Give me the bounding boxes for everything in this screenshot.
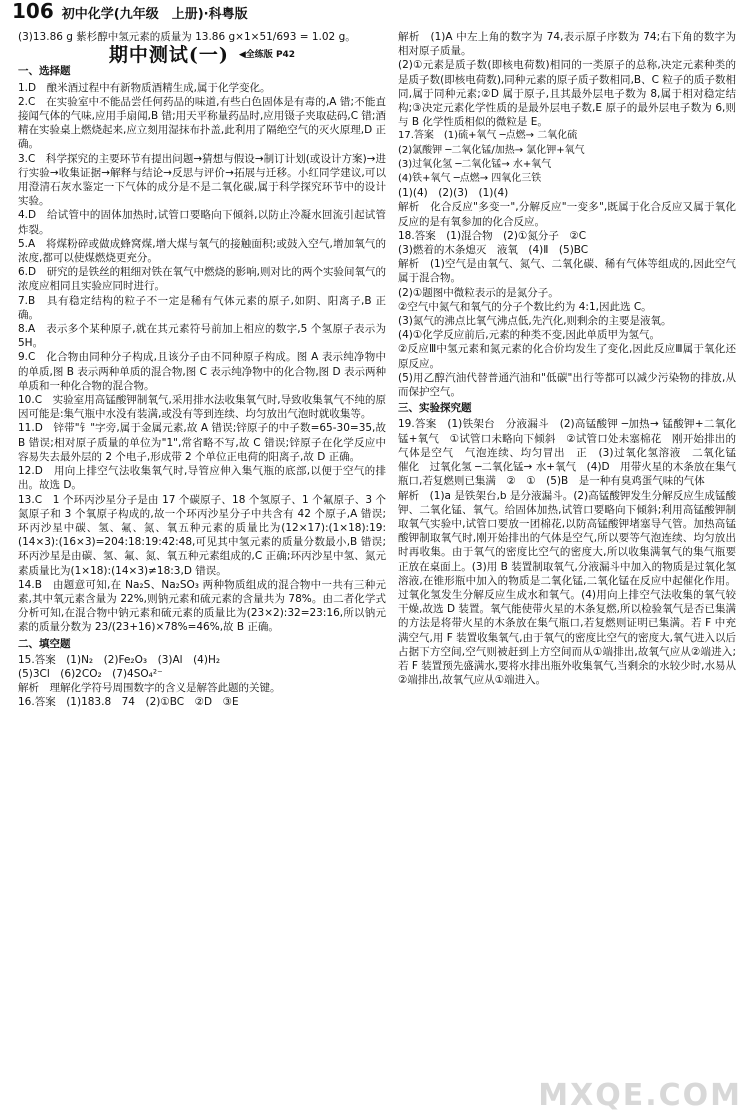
answer-5: 5.A 将煤粉碎或做成蜂窝煤,增大煤与氧气的接触面积;或鼓入空气,增加氧气的浓度,都可以使煤燃烧更充分。 <box>18 237 386 265</box>
answer-3: 3.C 科学探究的主要环节有提出问题→猜想与假设→制订计划(或设计方案)→进行实验→收集证据→解释与结论→反思与评价→拓展与迁移。小红同学建议,可以用澄清石灰水鉴定一下气体的成分是不是二氧化碳,属于科学探究环节中的设计实验。 <box>18 152 386 208</box>
answer-17: 17.答案 (1)硫+氧气 ─点燃→ 二氧化硫 <box>398 130 578 142</box>
page-number: 106 <box>12 0 54 23</box>
title-note: ◀全练版 P42 <box>238 50 296 61</box>
answer-10: 10.C 实验室用高锰酸钾制氧气,采用排水法收集氧气时,导致收集氧气不纯的原因可能是:集气瓶中水没有装满,或没有等到连续、均匀放出气泡时就收集等。 <box>18 394 386 421</box>
answer-2: 2.C 在实验室中不能品尝任何药品的味道,有些白色固体是有毒的,A 错;不能直接闻气体的气味,应用手扇闻,B 错;用天平称量药品时,应用镊子夹取砝码,C 错;酒精在实验桌上燃烧起来,应立刻用湿抹布扑盖,此利用了隔绝空气的灭火原理,D 正确。 <box>18 95 386 151</box>
analysis-18-5: (4)①化学反应前后,元素的种类不变,因此单质甲为氢气。 <box>398 329 660 342</box>
answer-17-4: (4)铁+氧气 ─点燃→ 四氧化三铁 <box>398 173 542 185</box>
analysis-18: 解析 (1)空气是由氧气、氮气、二氧化碳、稀有气体等组成的,因此空气属于混合物。 <box>398 258 736 285</box>
analysis-16: 解析 (1)A 中左上角的数字为 74,表示原子序数为 74;右下角的数字为相对原子质量。 <box>398 31 736 58</box>
answer-14: 14.B 由题意可知,在 Na₂S、Na₂SO₃ 两种物质组成的混合物中一共有三种元素,其中氧元素含量为 22%,则钠元素和硫元素的含量共为 78%。由二者化学式分析可知,在混合物中钠元素和硫元素的质量比为(23×2):32=23:16,所以钠元素的质量分数为 23/(23+16)×78%=46%,故 B 正确。 <box>18 578 386 634</box>
book-title: 初中化学(九年级 上册)·科粤版 <box>61 7 248 22</box>
answer-12: 12.D 用向上排空气法收集氧气时,导管应伸入集气瓶的底部,以便于空气的排出。故选 D。 <box>18 465 386 492</box>
answer-17-2: (2)氯酸钾 ─二氧化锰/加热→ 氯化钾+氧气 <box>398 144 585 156</box>
analysis-19: 解析 (1)a 是铁架台,b 是分液漏斗。(2)高锰酸钾发生分解反应生成锰酸钾、二氧化锰、氧气。给固体加热,试管口要略向下倾斜;利用高锰酸钾制取氧气实验中,试管口要放一团棉花,以防高锰酸钾堵塞导气管。加热高锰酸钾制取氧气时,刚开始排出的气体是空气,所以要等气泡连续、均匀放出时再收集。由于氧气的密度比空气的密度大,所以收集满氧气的集气瓶要正放在桌面上。(3)用 B 装置制取氧气,分液漏斗中加入的物质是过氧化氢溶液,在锥形瓶中加入的物质是二氧化锰,二氧化锰在反应中起催化作用。过氧化氢发生分解反应生成水和氧气。(4)用向上排空气法收集的氧气较干燥,故选 D 装置。氧气能使带火星的木条复燃,所以检验氧气是否已集满的方法是将带火星的木条放在集气瓶口,若复燃则证明已集满。若 F 中充满空气,用 F 装置收集氧气,由于氧气的密度比空气的密度大,氧气进入以后占据下方空间,空气则被赶到上方空间而从①端排出,故氧气应从②端进入;若 F 装置预先盛满水,要将水排出瓶外收集氧气,当剩余的水较少时,水易从②端排出,故氧气应从①端进入。 <box>398 489 736 687</box>
answer-17-3: (3)过氧化氢 ─二氧化锰→ 水+氧气 <box>398 158 552 170</box>
section-heading: 二、填空题 <box>18 637 71 650</box>
analysis-18-3: ②空气中氮气和氧气的分子个数比约为 4:1,因此选 C。 <box>398 300 652 313</box>
analysis-17: 解析 化合反应"多变一",分解反应"一变多",既属于化合反应又属于氧化反应的是有氧参加的化合反应。 <box>398 201 736 228</box>
analysis-18-4: (3)氮气的沸点比氧气沸点低,先汽化,则剩余的主要是液氧。 <box>398 315 672 328</box>
answer-8: 8.A 表示多个某种原子,就在其元素符号前加上相应的数字,5 个氢原子表示为 5H。 <box>18 323 386 350</box>
intro-text: (3)13.86 g 紫杉醇中氢元素的质量为 13.86 g×1×51/693 = 1.02 g。 <box>18 31 356 43</box>
answer-4: 4.D 给试管中的固体加热时,试管口要略向下倾斜,以防止冷凝水回流引起试管炸裂。 <box>18 209 386 236</box>
answer-19: 19.答案 (1)铁架台 分液漏斗 (2)高锰酸钾 ─加热→ 锰酸钾+二氧化锰+氧气 ①试管口未略向下倾斜 ②试管口处未塞棉花 刚开始排出的气体是空气 气泡连续、均匀冒出 正 (3)过氧化氢溶液 二氧化锰 催化 过氧化氢 ─二氧化锰→ 水+氧气 (4)D 用带火星的木条放在集气瓶口,若复燃则已集满 ② ① (5)B 是一种有臭鸡蛋气味的气体 <box>398 418 747 488</box>
left-column <box>18 30 386 710</box>
answer-13: 13.C 1 个环丙沙星分子是由 17 个碳原子、18 个氢原子、1 个氟原子、3 个氮原子和 3 个氧原子构成的,故一个环丙沙星分子中共含有 42 个原子,A 错误;环丙沙星中碳、氢、氟、氮、氧五种元素的质量比为(12×17):(1×18):19:(14×3):(16×3)=204:18:19:42:48,可见其中氢元素的质量分数最小,B 错误;环丙沙星是由碳、氢、氟、氮、氧五种元素组成的,C 正确;环丙沙星中氢、氮元素质量比为(1×18):(14×3)≠18:3,D 错误。 <box>18 493 386 577</box>
answer-18-2: (3)燃着的木条熄灭 液氧 (4)Ⅱ (5)BC <box>398 244 589 257</box>
answer-18: 18.答案 (1)混合物 (2)①氮分子 ②C <box>398 229 587 242</box>
test-title: 期中测试(一) <box>108 44 229 67</box>
page-header <box>12 0 248 26</box>
answer-17-5: (1)(4) (2)(3) (1)(4) <box>398 187 509 200</box>
analysis-16-cont: (2)①元素是质子数(即核电荷数)相同的一类原子的总称,决定元素种类的是质子数(即核电荷数),同种元素的原子质子数相同,B、C 粒子的质子数相同,属于同种元素;②D 属于原子,且其最外层电子数为 8,属于相对稳定结构;③决定元素化学性质的是最外层电子数,E 原子的最外层电子数为 6,则与 B 化学性质相似的微粒是 E。 <box>398 59 736 129</box>
answer-15: 15.答案 (1)N₂ (2)Fe₂O₃ (3)Al (4)H₂ <box>18 653 221 666</box>
answer-1: 1.D 酿米酒过程中有新物质酒精生成,属于化学变化。 <box>18 81 271 94</box>
analysis-15: 解析 理解化学符号周围数字的含义是解答此题的关键。 <box>18 682 281 695</box>
section-heading: 三、实验探究题 <box>398 402 472 415</box>
analysis-18-6: ②反应Ⅲ中氢元素和氮元素的化合价均发生了变化,因此反应Ⅲ属于氧化还原反应。 <box>398 343 736 370</box>
answer-15-cont: (5)3Cl (6)2CO₂ (7)4SO₄²⁻ <box>18 667 163 680</box>
answer-9: 9.C 化合物由同种分子构成,且该分子由不同种原子构成。图 A 表示纯净物中的单质,图 B 表示两种单质的混合物,图 C 表示纯净物中的化合物,图 D 表示两种单质和一种化合物的混合物。 <box>18 351 386 392</box>
analysis-18-2: (2)①题图中微粒表示的是氮分子。 <box>398 286 559 299</box>
site-watermark: MXQE.COM <box>538 1077 742 1113</box>
answer-7: 7.B 具有稳定结构的粒子不一定是稀有气体元素的原子,如阴、阳离子,B 正确。 <box>18 294 386 321</box>
analysis-18-7: (5)用乙醇汽油代替普通汽油和"低碳"出行等都可以减少污染物的排放,从而保护空气。 <box>398 371 736 399</box>
answer-6: 6.D 研究的是铁丝的粗细对铁在氧气中燃烧的影响,则对比的两个实验间氧气的浓度应相同且实验应同时进行。 <box>18 266 386 293</box>
section-heading: 一、选择题 <box>18 65 71 78</box>
answer-16: 16.答案 (1)183.8 74 (2)①BC ②D ③E <box>18 696 239 709</box>
answer-11: 11.D 锌带"钅"字旁,属于金属元素,故 A 错误;锌原子的中子数=65-30=35,故 B 错误;相对原子质量的单位为"1",常省略不写,故 C 错误;锌原子在化学反应中容易失去最外层的 2 个电子,形成带 2 个单位正电荷的阳离子,故 D 正确。 <box>18 422 386 463</box>
test-title-row <box>18 44 386 67</box>
right-column <box>398 30 747 687</box>
